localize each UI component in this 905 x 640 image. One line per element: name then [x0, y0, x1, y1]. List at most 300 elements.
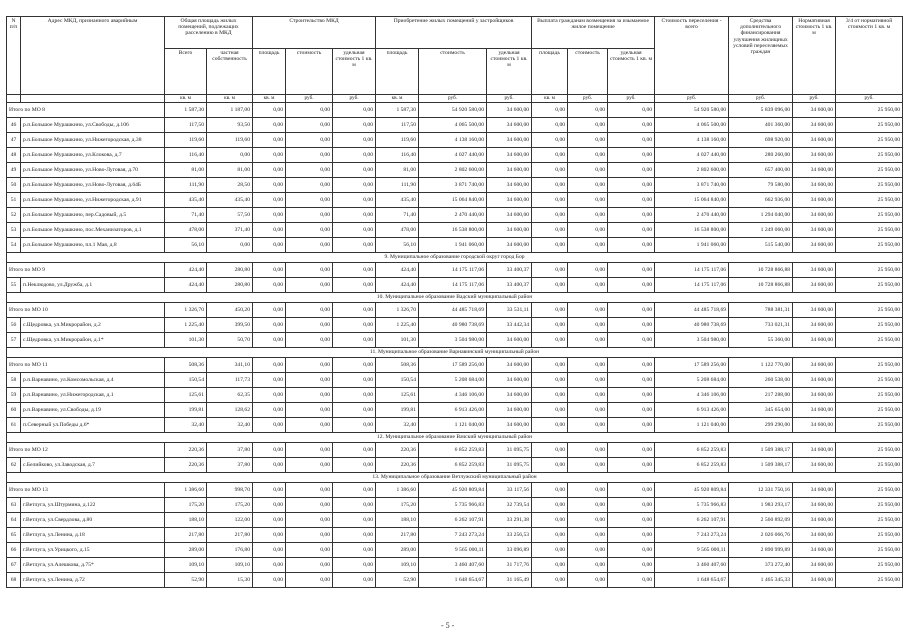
- address-cell: с.Щедровка, ул.Микрорайон, д.1*: [21, 333, 165, 348]
- value-cell: 0,00: [253, 238, 286, 253]
- section-header-row: [7, 253, 903, 263]
- value-cell: 0,00: [568, 208, 608, 223]
- value-cell: 0,00: [333, 133, 376, 148]
- value-cell: 81,00: [207, 163, 253, 178]
- value-cell: 0,00: [253, 148, 286, 163]
- header-row-units: [7, 95, 903, 103]
- value-cell: 0,00: [532, 178, 568, 193]
- value-cell: 33 531,11: [487, 303, 532, 318]
- value-cell: 52,90: [165, 573, 207, 588]
- value-cell: 0,00: [608, 403, 655, 418]
- value-cell: 0,00: [286, 193, 333, 208]
- value-cell: 3 504 980,00: [655, 333, 729, 348]
- value-cell: 34 600,00: [793, 278, 836, 293]
- row-number: 59: [7, 388, 21, 403]
- value-cell: 34 600,00: [487, 403, 532, 418]
- value-cell: 0,00: [286, 333, 333, 348]
- value-cell: 371,40: [207, 223, 253, 238]
- table-row: [7, 373, 903, 388]
- value-cell: 0,00: [286, 558, 333, 573]
- address-cell: г.Ветлуга, ул.Штурмина, д.122: [21, 498, 165, 513]
- address-cell: п.Неклюдово, ул.Дружба, д.1: [21, 278, 165, 293]
- value-cell: 0,00: [253, 118, 286, 133]
- value-cell: 34 600,00: [487, 333, 532, 348]
- value-cell: 0,00: [568, 163, 608, 178]
- value-cell: 34 600,00: [487, 133, 532, 148]
- value-cell: 33 400,37: [487, 278, 532, 293]
- value-cell: 0,00: [333, 208, 376, 223]
- value-cell: 34 600,00: [793, 103, 836, 118]
- value-cell: 289,00: [165, 543, 207, 558]
- value-cell: 424,40: [376, 263, 419, 278]
- value-cell: 0,00: [532, 223, 568, 238]
- value-cell: 5 735 966,83: [655, 498, 729, 513]
- value-cell: 25 950,00: [836, 193, 903, 208]
- value-cell: 0,00: [333, 223, 376, 238]
- row-number: 48: [7, 148, 21, 163]
- value-cell: 16 538 800,00: [655, 223, 729, 238]
- header-address: Адрес МКД, признанного аварийным: [21, 17, 165, 95]
- resettlement-table: [6, 16, 903, 588]
- value-cell: 34 600,00: [487, 223, 532, 238]
- row-number: 65: [7, 528, 21, 543]
- value-cell: 37,80: [207, 443, 253, 458]
- value-cell: 0,00: [253, 543, 286, 558]
- value-cell: 25 950,00: [836, 443, 903, 458]
- value-cell: 117,50: [165, 118, 207, 133]
- value-cell: 34 600,00: [793, 148, 836, 163]
- value-cell: 0,00: [568, 483, 608, 498]
- value-cell: 6 913 426,00: [419, 403, 487, 418]
- value-cell: 0,00: [286, 543, 333, 558]
- subtotal-label: Итого по МО 9: [7, 263, 165, 278]
- table-row: [7, 178, 903, 193]
- value-cell: 25 950,00: [836, 103, 903, 118]
- value-cell: 0,00: [568, 358, 608, 373]
- value-cell: 34 600,00: [487, 193, 532, 208]
- value-cell: 34 600,00: [487, 103, 532, 118]
- value-cell: 9 565 000,11: [419, 543, 487, 558]
- value-cell: 6 262 107,91: [419, 513, 487, 528]
- value-cell: 7 243 273,24: [655, 528, 729, 543]
- value-cell: 117,50: [376, 118, 419, 133]
- address-cell: р.п.Большое Мурашкино, пос.Механизаторов, д.1: [21, 223, 165, 238]
- sub-area: площадь: [376, 49, 419, 95]
- value-cell: 14 175 117,06: [419, 263, 487, 278]
- unit-cell: [7, 95, 21, 103]
- value-cell: 217,80: [165, 528, 207, 543]
- value-cell: 0,00: [608, 418, 655, 433]
- value-cell: 0,00: [532, 458, 568, 473]
- value-cell: 0,00: [532, 418, 568, 433]
- unit-cell: руб.: [333, 95, 376, 103]
- value-cell: 37,80: [207, 458, 253, 473]
- value-cell: 0,00: [532, 543, 568, 558]
- table-row: [7, 573, 903, 588]
- value-cell: 0,00: [253, 333, 286, 348]
- value-cell: 0,00: [532, 303, 568, 318]
- value-cell: 25 950,00: [836, 133, 903, 148]
- value-cell: 220,36: [165, 443, 207, 458]
- value-cell: 0,00: [333, 103, 376, 118]
- value-cell: 199,81: [376, 403, 419, 418]
- value-cell: 25 950,00: [836, 558, 903, 573]
- value-cell: 34 600,00: [487, 118, 532, 133]
- value-cell: 1 941 060,00: [655, 238, 729, 253]
- value-cell: 0,00: [532, 318, 568, 333]
- value-cell: 0,00: [568, 513, 608, 528]
- value-cell: 0,00: [253, 513, 286, 528]
- table-row: [7, 223, 903, 238]
- sub-unit-cost: удельная стоимость 1 кв. м: [333, 49, 376, 95]
- value-cell: 0,00: [532, 193, 568, 208]
- value-cell: 44 485 718,69: [419, 303, 487, 318]
- table-row: [7, 148, 903, 163]
- value-cell: 25 950,00: [836, 238, 903, 253]
- table-row: [7, 543, 903, 558]
- value-cell: 32,40: [165, 418, 207, 433]
- value-cell: 150,54: [376, 373, 419, 388]
- value-cell: 0,00: [532, 513, 568, 528]
- value-cell: 3 871 740,00: [419, 178, 487, 193]
- sub-cost: стоимость: [568, 49, 608, 95]
- value-cell: 62,35: [207, 388, 253, 403]
- value-cell: 1 121 040,00: [419, 418, 487, 433]
- value-cell: 25 950,00: [836, 148, 903, 163]
- value-cell: 34 600,00: [793, 403, 836, 418]
- value-cell: 217 288,00: [729, 388, 793, 403]
- value-cell: 7 243 273,24: [419, 528, 487, 543]
- value-cell: 188,10: [165, 513, 207, 528]
- value-cell: 0,00: [333, 318, 376, 333]
- subtotal-row: [7, 358, 903, 373]
- sub-area: площадь: [532, 49, 568, 95]
- section-title: 12. Муниципальное образование Вачский муниципальный район: [7, 433, 903, 443]
- value-cell: 188,10: [376, 513, 419, 528]
- value-cell: 5 208 684,00: [419, 373, 487, 388]
- sub-unit-cost: удельная стоимость 1 кв. м: [608, 49, 655, 95]
- value-cell: 79 580,00: [729, 178, 793, 193]
- value-cell: 478,00: [165, 223, 207, 238]
- value-cell: 450,20: [207, 303, 253, 318]
- value-cell: 5 839 096,00: [729, 103, 793, 118]
- value-cell: 2 470 440,00: [419, 208, 487, 223]
- value-cell: 0,00: [253, 318, 286, 333]
- value-cell: 0,00: [568, 303, 608, 318]
- unit-cell: руб.: [836, 95, 903, 103]
- value-cell: 34 600,00: [487, 148, 532, 163]
- value-cell: 0,00: [286, 133, 333, 148]
- value-cell: 0,00: [253, 373, 286, 388]
- section-header-row: [7, 473, 903, 483]
- value-cell: 1 386,60: [165, 483, 207, 498]
- value-cell: 6 852 259,83: [655, 443, 729, 458]
- value-cell: 0,00: [286, 263, 333, 278]
- value-cell: 34 600,00: [793, 318, 836, 333]
- value-cell: 0,00: [608, 148, 655, 163]
- value-cell: 0,00: [286, 103, 333, 118]
- value-cell: 0,00: [333, 118, 376, 133]
- value-cell: 0,00: [253, 418, 286, 433]
- row-number: 64: [7, 513, 21, 528]
- value-cell: 34 600,00: [487, 163, 532, 178]
- value-cell: 0,00: [608, 193, 655, 208]
- value-cell: 25 950,00: [836, 528, 903, 543]
- value-cell: 1 121 040,00: [655, 418, 729, 433]
- unit-cell: кв. м: [165, 95, 207, 103]
- value-cell: 373 272,40: [729, 558, 793, 573]
- value-cell: 0,00: [608, 528, 655, 543]
- value-cell: 0,00: [286, 458, 333, 473]
- value-cell: 0,00: [333, 558, 376, 573]
- value-cell: 125,61: [376, 388, 419, 403]
- value-cell: 111,90: [165, 178, 207, 193]
- value-cell: 341,10: [207, 358, 253, 373]
- row-number: 51: [7, 193, 21, 208]
- address-cell: г.Ветлуга, ул.Урицкого, д.15: [21, 543, 165, 558]
- unit-cell: руб.: [793, 95, 836, 103]
- value-cell: 0,00: [532, 403, 568, 418]
- value-cell: 15 064 840,00: [655, 193, 729, 208]
- sub-cost: стоимость: [419, 49, 487, 95]
- value-cell: 25 950,00: [836, 573, 903, 588]
- sub-unit-cost: удельная стоимость 1 кв. м: [487, 49, 532, 95]
- header-n: N п/п: [7, 17, 21, 95]
- header-extra-funds: Средства дополнительного финансирования улучшения жилищных условий переселяемых граждан: [729, 17, 793, 95]
- value-cell: 0,00: [286, 163, 333, 178]
- value-cell: 34 600,00: [487, 388, 532, 403]
- subtotal-label: Итого по МО 8: [7, 103, 165, 118]
- value-cell: 0,00: [253, 358, 286, 373]
- table-row: [7, 513, 903, 528]
- value-cell: 0,00: [253, 263, 286, 278]
- value-cell: 33 400,37: [487, 263, 532, 278]
- value-cell: 32,40: [376, 418, 419, 433]
- table-row: [7, 278, 903, 293]
- value-cell: 0,00: [608, 483, 655, 498]
- table-row: [7, 498, 903, 513]
- value-cell: 1 326,70: [376, 303, 419, 318]
- table-row: [7, 403, 903, 418]
- value-cell: 33 117,56: [487, 483, 532, 498]
- value-cell: 199,81: [165, 403, 207, 418]
- value-cell: 0,00: [253, 208, 286, 223]
- value-cell: 116,40: [165, 148, 207, 163]
- report-sheet: [6, 16, 901, 588]
- value-cell: 50,70: [207, 333, 253, 348]
- value-cell: 478,00: [376, 223, 419, 238]
- value-cell: 0,00: [532, 148, 568, 163]
- value-cell: 0,00: [253, 458, 286, 473]
- value-cell: 0,00: [333, 193, 376, 208]
- value-cell: 34 600,00: [793, 513, 836, 528]
- value-cell: 17 589 256,00: [419, 358, 487, 373]
- value-cell: 0,00: [286, 528, 333, 543]
- page-number: - 5 -: [441, 621, 455, 630]
- value-cell: 0,00: [608, 263, 655, 278]
- value-cell: 34 600,00: [487, 418, 532, 433]
- value-cell: 34 600,00: [793, 483, 836, 498]
- value-cell: 1 648 654,67: [419, 573, 487, 588]
- value-cell: 0,00: [608, 318, 655, 333]
- value-cell: 34 600,00: [793, 263, 836, 278]
- address-cell: г.Ветлуга, ул.Свердлова, д.80: [21, 513, 165, 528]
- value-cell: 2 560 892,09: [729, 513, 793, 528]
- value-cell: 101,30: [165, 333, 207, 348]
- value-cell: 119,60: [165, 133, 207, 148]
- unit-cell: руб.: [419, 95, 487, 103]
- value-cell: 345 654,00: [729, 403, 793, 418]
- value-cell: 45 920 809,84: [419, 483, 487, 498]
- value-cell: 280,80: [207, 263, 253, 278]
- value-cell: 45 920 809,84: [655, 483, 729, 498]
- value-cell: 0,00: [608, 543, 655, 558]
- value-cell: 0,00: [286, 403, 333, 418]
- value-cell: 280 260,00: [729, 148, 793, 163]
- subtotal-label: Итого по МО 11: [7, 358, 165, 373]
- address-cell: г.Ветлуга, ул.Ленина, д.72: [21, 573, 165, 588]
- value-cell: 280,80: [207, 278, 253, 293]
- value-cell: 508,36: [376, 358, 419, 373]
- value-cell: 15,30: [207, 573, 253, 588]
- value-cell: 32,40: [207, 418, 253, 433]
- unit-cell: руб.: [487, 95, 532, 103]
- value-cell: 299 290,00: [729, 418, 793, 433]
- value-cell: 16 538 800,00: [419, 223, 487, 238]
- row-number: 54: [7, 238, 21, 253]
- header-row-main: [7, 17, 903, 49]
- value-cell: 25 950,00: [836, 403, 903, 418]
- header-construction: Строительство МКД: [253, 17, 376, 49]
- value-cell: 4 027 440,00: [419, 148, 487, 163]
- section-title: 10. Муниципальное образование Вадский муниципальный район: [7, 293, 903, 303]
- value-cell: 0,00: [532, 388, 568, 403]
- value-cell: 1 941 060,00: [419, 238, 487, 253]
- value-cell: 34 600,00: [793, 458, 836, 473]
- value-cell: 3 460 407,60: [419, 558, 487, 573]
- value-cell: 1 983 293,17: [729, 498, 793, 513]
- value-cell: 220,36: [376, 443, 419, 458]
- value-cell: 34 600,00: [793, 238, 836, 253]
- header-cost-total: Стоимость переселения - всего: [655, 17, 729, 95]
- value-cell: 0,00: [253, 443, 286, 458]
- value-cell: 0,00: [253, 178, 286, 193]
- table-row: [7, 208, 903, 223]
- value-cell: 175,20: [207, 498, 253, 513]
- value-cell: 6 852 259,83: [419, 443, 487, 458]
- value-cell: 6 852 259,83: [655, 458, 729, 473]
- value-cell: 34 600,00: [793, 528, 836, 543]
- value-cell: 0,00: [286, 303, 333, 318]
- value-cell: 6 262 107,91: [655, 513, 729, 528]
- value-cell: 0,00: [333, 573, 376, 588]
- value-cell: 34 600,00: [793, 118, 836, 133]
- value-cell: 260 538,00: [729, 373, 793, 388]
- value-cell: 1 465 345,33: [729, 573, 793, 588]
- value-cell: 424,40: [165, 263, 207, 278]
- value-cell: 3 504 980,00: [419, 333, 487, 348]
- value-cell: 119,60: [376, 133, 419, 148]
- value-cell: 1 587,30: [165, 103, 207, 118]
- value-cell: 0,00: [568, 388, 608, 403]
- sub-cost: стоимость: [286, 49, 333, 95]
- value-cell: 0,00: [568, 558, 608, 573]
- value-cell: 1 326,70: [165, 303, 207, 318]
- value-cell: 25 950,00: [836, 543, 903, 558]
- value-cell: 25 950,00: [836, 318, 903, 333]
- value-cell: 0,00: [286, 388, 333, 403]
- value-cell: 0,00: [532, 133, 568, 148]
- value-cell: 0,00: [568, 458, 608, 473]
- value-cell: 0,00: [333, 513, 376, 528]
- value-cell: 0,00: [532, 278, 568, 293]
- address-cell: р.п.Варнавино, ул.Нижегородская, д.1: [21, 388, 165, 403]
- value-cell: 34 600,00: [793, 418, 836, 433]
- value-cell: 0,00: [333, 238, 376, 253]
- value-cell: 0,00: [333, 418, 376, 433]
- header-three-quarters: 3/4 от нормативной стоимости 1 кв. м: [836, 17, 903, 95]
- value-cell: 34 600,00: [793, 163, 836, 178]
- value-cell: 0,00: [608, 238, 655, 253]
- value-cell: 0,00: [286, 178, 333, 193]
- value-cell: 2 026 066,76: [729, 528, 793, 543]
- value-cell: 25 950,00: [836, 163, 903, 178]
- value-cell: 34 600,00: [793, 178, 836, 193]
- value-cell: 4 138 160,00: [655, 133, 729, 148]
- value-cell: 2 890 999,89: [729, 543, 793, 558]
- value-cell: 34 600,00: [793, 388, 836, 403]
- unit-cell: руб.: [608, 95, 655, 103]
- value-cell: 4 065 500,00: [419, 118, 487, 133]
- value-cell: 0,00: [568, 118, 608, 133]
- value-cell: 0,00: [253, 498, 286, 513]
- unit-cell: руб.: [655, 95, 729, 103]
- value-cell: 55 360,00: [729, 333, 793, 348]
- value-cell: 34 600,00: [487, 373, 532, 388]
- subtotal-row: [7, 103, 903, 118]
- value-cell: 0,00: [333, 163, 376, 178]
- value-cell: 81,00: [376, 163, 419, 178]
- value-cell: 5 208 684,00: [655, 373, 729, 388]
- value-cell: 54 920 580,00: [655, 103, 729, 118]
- address-cell: с.Щедровка, ул.Микрорайон, д.2: [21, 318, 165, 333]
- sub-area: площадь: [253, 49, 286, 95]
- value-cell: 0,00: [608, 103, 655, 118]
- table-row: [7, 133, 903, 148]
- value-cell: 25 950,00: [836, 358, 903, 373]
- table-row: [7, 193, 903, 208]
- table-row: [7, 458, 903, 473]
- value-cell: 435,40: [376, 193, 419, 208]
- value-cell: 175,20: [376, 498, 419, 513]
- value-cell: 0,00: [286, 238, 333, 253]
- value-cell: 0,00: [608, 333, 655, 348]
- value-cell: 14 175 117,06: [419, 278, 487, 293]
- value-cell: 0,00: [286, 573, 333, 588]
- value-cell: 54 920 580,00: [419, 103, 487, 118]
- address-cell: р.п.Большое Мурашкино, ул.Нижегородская, д.91: [21, 193, 165, 208]
- address-cell: р.п.Большое Мурашкино, ул.Клокова, д.7: [21, 148, 165, 163]
- value-cell: 34 600,00: [793, 193, 836, 208]
- row-number: 60: [7, 403, 21, 418]
- value-cell: 25 950,00: [836, 373, 903, 388]
- value-cell: 0,00: [568, 333, 608, 348]
- value-cell: 220,36: [376, 458, 419, 473]
- value-cell: 1 225,40: [165, 318, 207, 333]
- value-cell: 81,00: [165, 163, 207, 178]
- value-cell: 109,10: [207, 558, 253, 573]
- value-cell: 217,80: [207, 528, 253, 543]
